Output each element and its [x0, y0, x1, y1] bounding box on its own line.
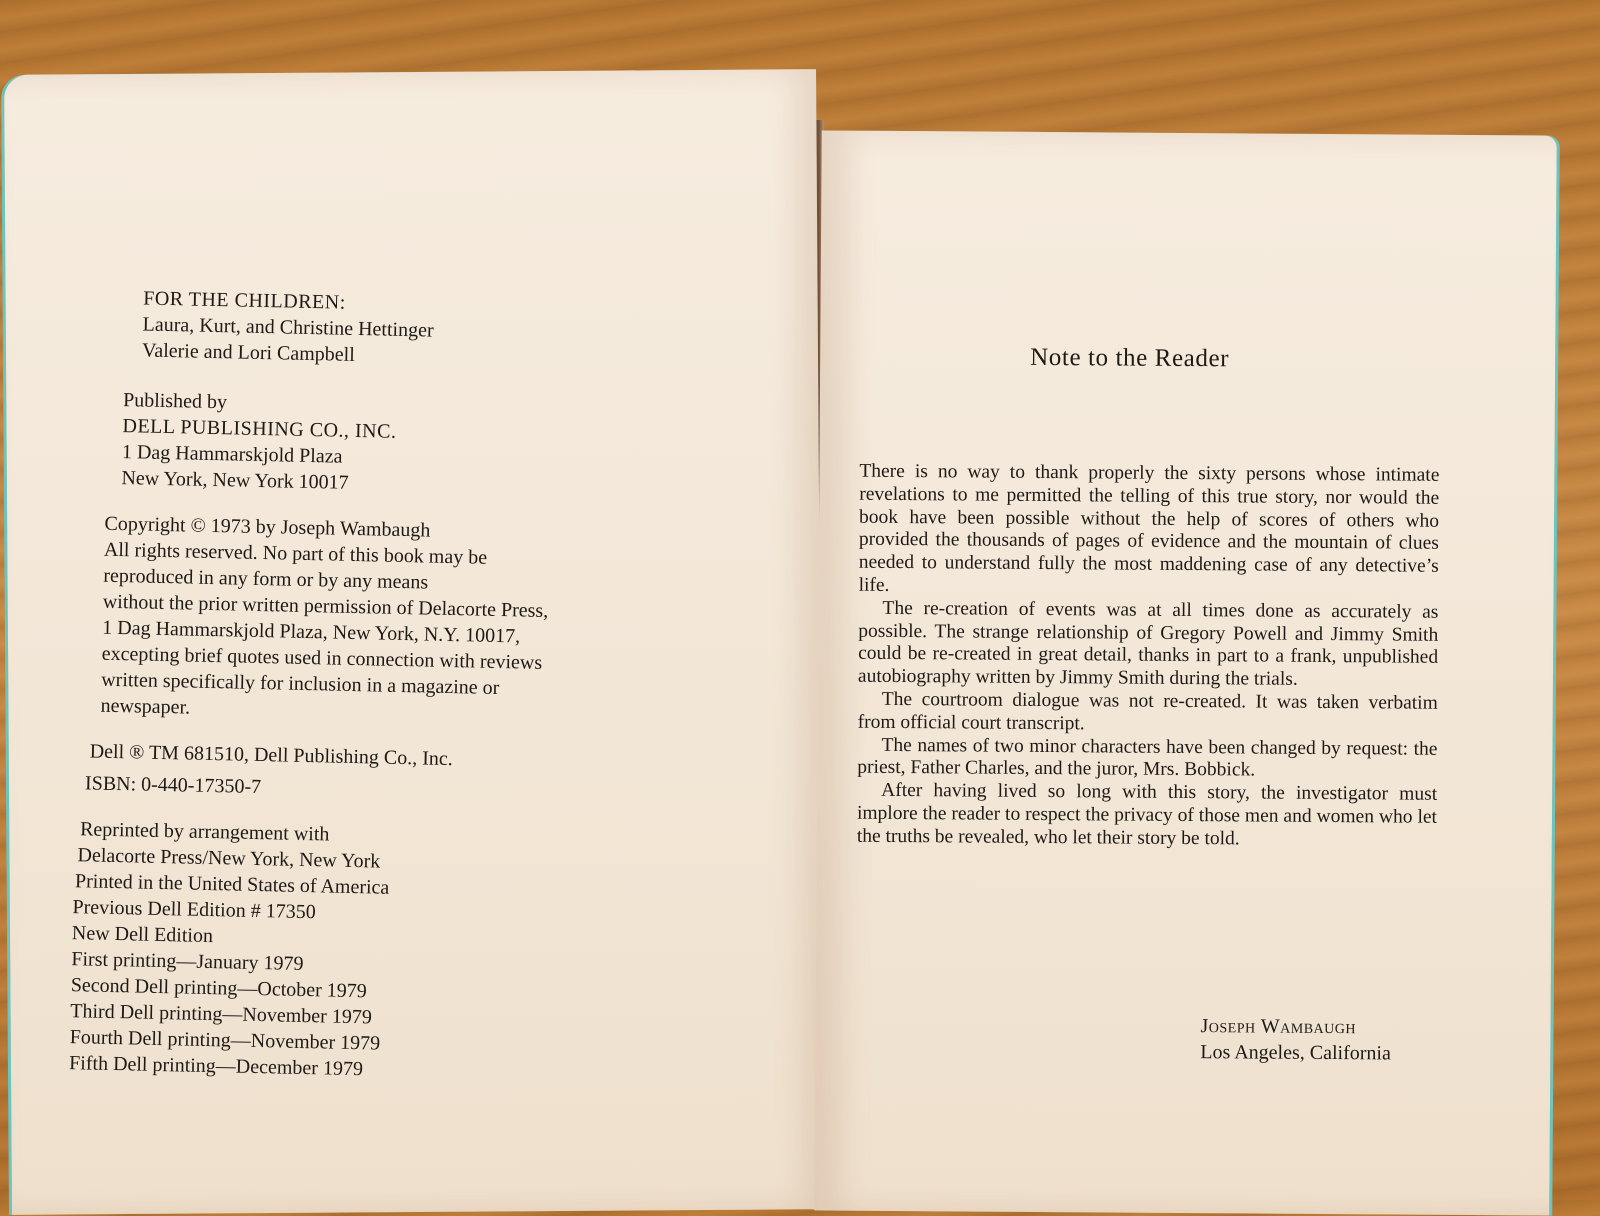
note-paragraph: The courtroom dialogue was not re-created. It was taken verbatim from official court transcript.	[857, 688, 1438, 735]
author-signature: Joseph Wambaugh	[1200, 1015, 1357, 1039]
publisher-line: Published by	[122, 389, 228, 414]
isbn-line: ISBN: 0-440-17350-7	[84, 772, 262, 799]
copyright-line: 1 Dag Hammarskjold Plaza, New York, N.Y. 10017,	[102, 616, 521, 648]
note-paragraph: After having lived so long with this story, the investigator must implore the reader to respect the privacy of those men and women who let the truths be revealed, who let their story be told.	[856, 780, 1438, 850]
dedication-name: Laura, Kurt, and Christine Hettinger	[142, 313, 434, 342]
note-body	[857, 461, 1440, 853]
printing-line: Delacorte Press/New York, New York	[77, 844, 381, 873]
copyright-line: reproduced in any form or by any means	[103, 564, 429, 594]
signature-block	[1200, 1013, 1391, 1066]
printing-line: Second Dell printing—October 1979	[70, 974, 368, 1003]
note-title: Note to the Reader	[1030, 343, 1230, 373]
dedication-name: Valerie and Lori Campbell	[141, 339, 356, 366]
publisher-line: New York, New York 10017	[121, 467, 349, 494]
signature-place: Los Angeles, California	[1200, 1041, 1391, 1065]
publisher-name: DELL PUBLISHING CO., INC.	[122, 415, 397, 443]
printing-line: Fifth Dell printing—December 1979	[68, 1052, 364, 1081]
trademark-line: Dell ® TM 681510, Dell Publishing Co., Inc.	[89, 740, 454, 771]
copyright-line: excepting brief quotes used in connection with reviews	[101, 642, 543, 674]
printing-line: Reprinted by arrangement with	[79, 818, 330, 846]
printing-line: Printed in the United States of America	[74, 870, 390, 899]
printing-line: First printing—January 1979	[71, 948, 304, 975]
publisher-line: 1 Dag Hammarskjold Plaza	[121, 441, 343, 468]
printing-line: Fourth Dell printing—November 1979	[69, 1026, 381, 1055]
copyright-line: without the prior written permission of Delacorte Press,	[102, 590, 549, 623]
right-page	[814, 130, 1557, 1215]
copyright-page-text	[69, 284, 705, 1089]
copyright-line: written specifically for inclusion in a magazine or	[100, 668, 500, 700]
note-paragraph: There is no way to thank properly the sixty persons whose intimate revelations to me permitted the telling of this true story, nor would the book have been possible without the help of scores of others who provided the thousands of pages of evidence and the mountain of clues needed to understand fully the most maddening case of any detective’s life.	[858, 460, 1440, 596]
dedication-title: FOR THE CHILDREN:	[142, 287, 346, 314]
copyright-line: Copyright © 1973 by Joseph Wambaugh	[104, 512, 431, 542]
show-through-text	[365, 229, 785, 232]
printing-line: Third Dell printing—November 1979	[70, 1000, 373, 1029]
printing-line: Previous Dell Edition # 17350	[72, 896, 316, 924]
left-page	[4, 69, 824, 1215]
note-paragraph: The re-creation of events was at all times done as accurately as possible. The strange relationship of Gregory Powell and Jimmy Smith could be re-created in great detail, thanks in part to a frank, unpublished autobiography written by Jimmy Smith during the trials.	[857, 597, 1439, 690]
note-paragraph: The names of two minor characters have been changed by request: the priest, Father Charles, and the juror, Mrs. Bobbick.	[857, 734, 1438, 781]
copyright-line: All rights reserved. No part of this book may be	[103, 538, 488, 569]
printing-line: New Dell Edition	[71, 922, 214, 948]
copyright-line: newspaper.	[100, 694, 191, 719]
